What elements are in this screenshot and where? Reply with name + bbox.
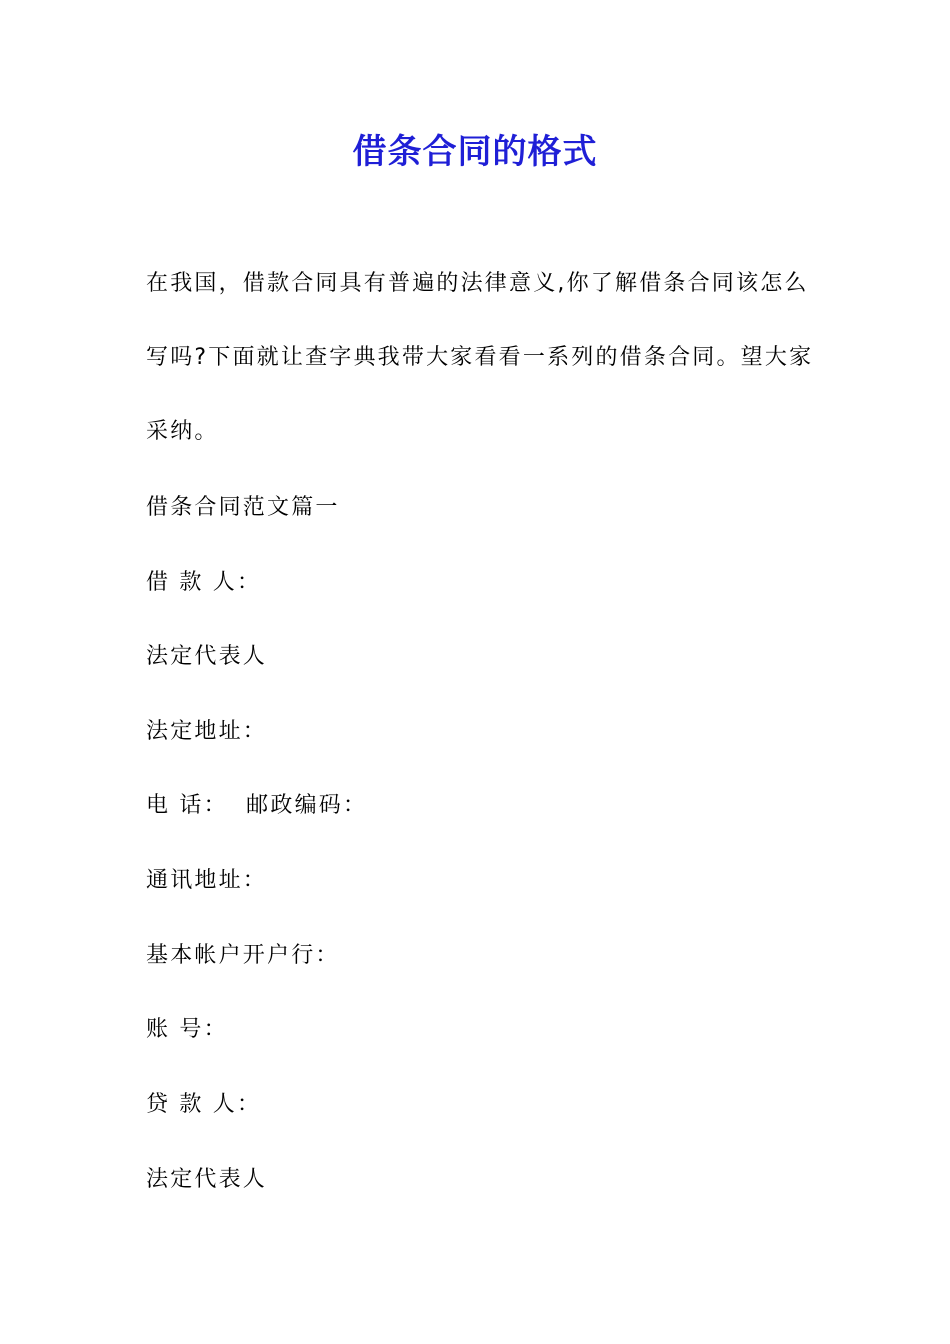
phone-postcode-label: 电 话： 邮政编码： (146, 793, 368, 818)
mailing-address-label: 通讯地址： (146, 868, 268, 893)
borrower-legal-rep-label: 法定代表人 (146, 644, 268, 669)
borrower-label: 借 款 人： (146, 570, 262, 595)
intro-line-3: 采纳。 (146, 419, 219, 444)
lender-legal-rep-label: 法定代表人 (146, 1167, 268, 1192)
intro-paragraph (146, 247, 814, 469)
lender-label: 贷 款 人： (146, 1092, 262, 1117)
intro-line-1: 在我国，借款合同具有普遍的法律意义,你了解借条合同该怎么 (146, 271, 809, 296)
account-number-label: 账 号： (146, 1017, 228, 1042)
borrower-legal-address-label: 法定地址： (146, 719, 268, 744)
intro-line-2: 写吗?下面就让查字典我带大家看看一系列的借条合同。望大家 (146, 345, 814, 370)
document-title: 借条合同的格式 (352, 132, 598, 172)
section-heading: 借条合同范文篇一 (146, 495, 340, 520)
bank-account-label: 基本帐户开户行： (146, 943, 340, 968)
